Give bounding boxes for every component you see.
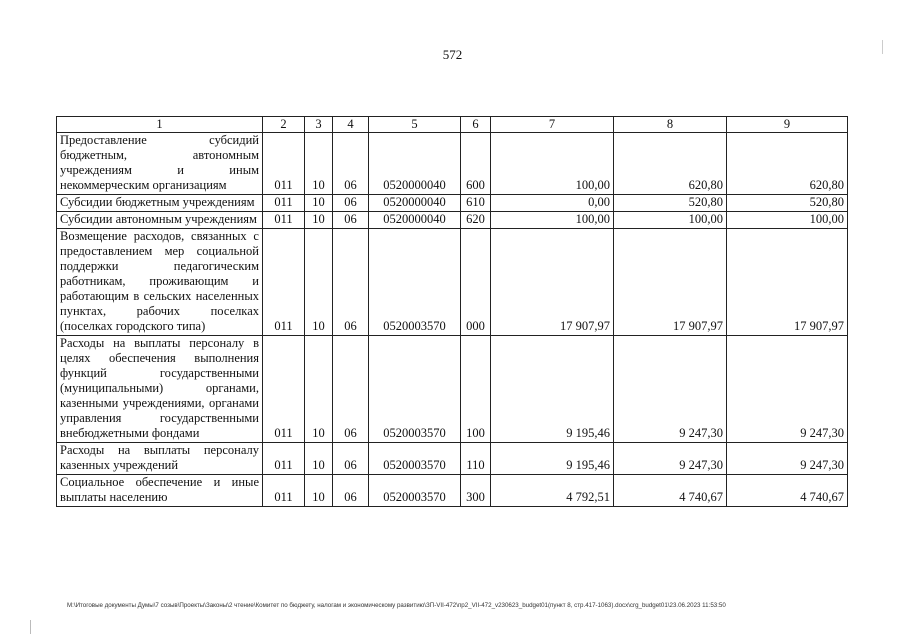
section-cell: 10 (305, 229, 333, 336)
section-cell: 10 (305, 195, 333, 212)
amount-col8-cell: 100,00 (614, 212, 727, 229)
page-number: 572 (442, 47, 463, 62)
table-row (57, 336, 848, 443)
target-article-cell: 0520003570 (369, 229, 461, 336)
scan-margin-mark (30, 620, 31, 634)
amount-col8-cell: 520,80 (614, 195, 727, 212)
header-cell: 3 (305, 117, 333, 133)
amount-col9-cell: 17 907,97 (727, 229, 848, 336)
header-cell: 1 (57, 117, 263, 133)
footer-file-path: M:\Итоговые документы Думы\7 созыв\Проекты\Законы\2 чтение\Комитет по бюджету, налогам и экономическому развитию\ЗП-VII-472\пр2_VII-472_v230623_budget01(пункт 8, стр.417-1063).docx\crg_budget01\23.06.2023 11:53:50 (67, 602, 726, 609)
header-cell: 9 (727, 117, 848, 133)
admin-code-cell: 011 (263, 212, 305, 229)
table-row (57, 475, 848, 507)
amount-col7-cell: 17 907,97 (491, 229, 614, 336)
amount-col9-cell: 620,80 (727, 133, 848, 195)
amount-col9-cell: 100,00 (727, 212, 848, 229)
header-cell: 8 (614, 117, 727, 133)
section-cell: 10 (305, 475, 333, 507)
admin-code-cell: 011 (263, 195, 305, 212)
subsection-cell: 06 (333, 212, 369, 229)
row-name-cell: Возмещение расходов, связанных с предоставлением мер социальной поддержки педагогическим работникам, проживающим и работающим в сельских населенных пунктах, рабочих поселках (поселках городского типа) (57, 229, 263, 336)
amount-col8-cell: 9 247,30 (614, 443, 727, 475)
expense-type-cell: 110 (461, 443, 491, 475)
expense-type-cell: 300 (461, 475, 491, 507)
header-cell: 4 (333, 117, 369, 133)
expense-type-cell: 620 (461, 212, 491, 229)
amount-col7-cell: 4 792,51 (491, 475, 614, 507)
budget-table (56, 116, 848, 507)
amount-col9-cell: 9 247,30 (727, 443, 848, 475)
section-cell: 10 (305, 443, 333, 475)
amount-col9-cell: 520,80 (727, 195, 848, 212)
table-row (57, 443, 848, 475)
table-row (57, 195, 848, 212)
subsection-cell: 06 (333, 195, 369, 212)
expense-type-cell: 100 (461, 336, 491, 443)
target-article-cell: 0520003570 (369, 336, 461, 443)
section-cell: 10 (305, 212, 333, 229)
table-row (57, 212, 848, 229)
scan-margin-mark (882, 40, 883, 54)
subsection-cell: 06 (333, 443, 369, 475)
amount-col7-cell: 9 195,46 (491, 443, 614, 475)
admin-code-cell: 011 (263, 443, 305, 475)
amount-col8-cell: 9 247,30 (614, 336, 727, 443)
amount-col9-cell: 9 247,30 (727, 336, 848, 443)
target-article-cell: 0520000040 (369, 212, 461, 229)
row-name-cell: Субсидии автономным учреждениям (57, 212, 263, 229)
header-cell: 5 (369, 117, 461, 133)
row-name-cell: Субсидии бюджетным учреждениям (57, 195, 263, 212)
admin-code-cell: 011 (263, 133, 305, 195)
subsection-cell: 06 (333, 336, 369, 443)
amount-col8-cell: 17 907,97 (614, 229, 727, 336)
admin-code-cell: 011 (263, 336, 305, 443)
header-cell: 6 (461, 117, 491, 133)
expense-type-cell: 600 (461, 133, 491, 195)
section-cell: 10 (305, 133, 333, 195)
header-cell: 7 (491, 117, 614, 133)
row-name-cell: Расходы на выплаты персоналу казенных учреждений (57, 443, 263, 475)
amount-col7-cell: 9 195,46 (491, 336, 614, 443)
section-cell: 10 (305, 336, 333, 443)
row-name-cell: Расходы на выплаты персоналу в целях обеспечения выполнения функций государственными (муниципальными) органами, казенными учреждениями, органами управления государственными внебюджетными фондами (57, 336, 263, 443)
admin-code-cell: 011 (263, 475, 305, 507)
amount-col8-cell: 4 740,67 (614, 475, 727, 507)
subsection-cell: 06 (333, 475, 369, 507)
target-article-cell: 0520003570 (369, 475, 461, 507)
target-article-cell: 0520003570 (369, 443, 461, 475)
subsection-cell: 06 (333, 133, 369, 195)
table-row (57, 133, 848, 195)
subsection-cell: 06 (333, 229, 369, 336)
amount-col7-cell: 100,00 (491, 133, 614, 195)
expense-type-cell: 000 (461, 229, 491, 336)
amount-col9-cell: 4 740,67 (727, 475, 848, 507)
header-cell: 2 (263, 117, 305, 133)
target-article-cell: 0520000040 (369, 195, 461, 212)
row-name-cell: Социальное обеспечение и иные выплаты населению (57, 475, 263, 507)
row-name-cell: Предоставление субсидий бюджетным, автономным учреждениям и иным некоммерческим организациям (57, 133, 263, 195)
table-header-row (57, 117, 848, 133)
amount-col7-cell: 100,00 (491, 212, 614, 229)
table-row (57, 229, 848, 336)
admin-code-cell: 011 (263, 229, 305, 336)
amount-col7-cell: 0,00 (491, 195, 614, 212)
target-article-cell: 0520000040 (369, 133, 461, 195)
amount-col8-cell: 620,80 (614, 133, 727, 195)
expense-type-cell: 610 (461, 195, 491, 212)
